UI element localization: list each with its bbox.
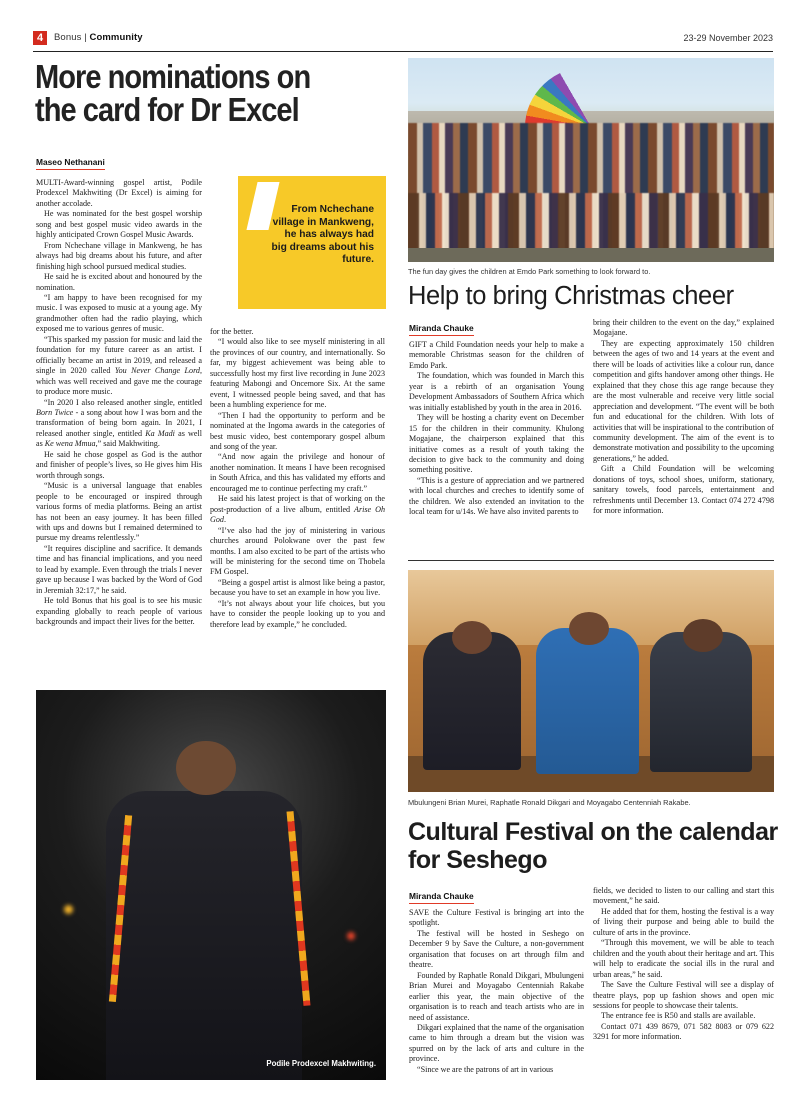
paragraph: fields, we decided to listen to our calling and start this movement,” he said. — [593, 886, 774, 906]
paragraph: SAVE the Culture Festival is bringing art into the spotlight. — [409, 908, 584, 928]
photo3-performer-body — [106, 791, 302, 1080]
paragraph: He told Bonus that his goal is to see his music expanding globally to reach people of various backgrounds and impact their lives for the better. — [36, 596, 202, 627]
paragraph: “Being a gospel artist is almost like being a pastor, because you have to set an example in how you live. — [210, 577, 385, 598]
paragraph: for the better. — [210, 327, 254, 336]
masthead — [33, 28, 773, 52]
paragraph: “This sparked my passion for music and laid the foundation for my future career as an artist. I officially became an artist in 2019, and released a single in 2020 called You Never Change Lord, which was well received and gave me the courage to produce more music. — [36, 334, 203, 397]
paragraph: “And now again the privilege and honour of another nomination. It means I have been recognised in South Africa, and this has validated my efforts and encouraged me to continue perfecting my craft.” — [210, 452, 385, 493]
article3-column-2 — [593, 886, 774, 1043]
article3-headline: Cultural Festival on the calendar for Seshego — [408, 818, 778, 874]
article3-byline: Miranda Chauke — [409, 891, 474, 904]
photo2-person-right-head — [683, 619, 723, 652]
paragraph: bring their children to the event on the day,” explained Mogajane. — [593, 318, 774, 338]
article1-column-2 — [210, 327, 385, 630]
section-divider-rule — [408, 560, 774, 561]
issue-date: 23-29 November 2023 — [683, 32, 773, 43]
paragraph: The foundation, which was founded in March this year is a rebirth of an organisation Young Development Ambassadors of Southern Africa which was initially established by youth in the area in 2016. — [409, 371, 584, 412]
paragraph: He was nominated for the best gospel worship song and best gospel music video awards in the highly anticipated Crown Gospel Music Awards. — [36, 209, 202, 240]
masthead-left — [33, 31, 143, 45]
photo-emdo-park-funday — [408, 58, 774, 262]
photo3-stage-light-left — [64, 905, 73, 914]
paragraph: They will be hosting a charity event on December 15 for the children in their community. Khulong Mogajane, the chairperson explained that this initiative comes as a result of youth taking the decision to give back to the community and doing something positive. — [409, 413, 584, 475]
photo1-ground — [408, 248, 774, 262]
article1-byline-wrap — [36, 152, 105, 177]
photo3-caption: Podile Prodexcel Makhwiting. — [266, 1059, 376, 1068]
paragraph: “It’s not always about your life choices, but you have to consider the people looking up to you and therefore lead by example,” he concluded. — [210, 598, 385, 629]
paragraph: “Since we are the patrons of art in various — [417, 1064, 554, 1074]
paragraph: Founded by Raphatle Ronald Dikgari, Mbulungeni Brian Murei and Moyagabo Centenniah Rakabe earlier this year, the main objective of the organisation is to reach and teach artists who are in need of assistance. — [409, 970, 584, 1022]
paragraph: MULTI-Award-winning gospel artist, Podile Prodexcel Makhwiting (Dr Excel) is aiming for another accolade. — [36, 178, 202, 208]
paragraph: “It requires discipline and sacrifice. It demands time and has financial implications, and you need to lead by example. Even through the trials I never gave up because I was backed by the Word of God in Jeremiah 32:17,” he said. — [36, 543, 202, 595]
paragraph: GIFT a Child Foundation needs your help to make a memorable Christmas season for the children of Emdo Park. — [409, 340, 584, 370]
photo3-performer-head — [176, 741, 236, 796]
section-name: Community — [89, 32, 143, 43]
photo-dr-excel-performing — [36, 690, 386, 1080]
article1-headline: More nominations on the card for Dr Excel — [35, 58, 311, 128]
article2-column-1 — [409, 340, 584, 518]
paragraph: “This is a gesture of appreciation and we partnered with local churches and creches to identify some of the children. We also extended an invitation to the local team for u/14s. We have also invited parents to — [409, 475, 584, 517]
paragraph: “Then I had the opportunity to perform and be nominated at the Ingoma awards in the categories of best music video, best contemporary gospel album and song of the year. — [210, 410, 385, 451]
article1-pullquote — [238, 176, 386, 309]
publication-name: Bonus — [54, 32, 82, 43]
article2-headline: Help to bring Christmas cheer — [408, 282, 734, 310]
paragraph: He said he chose gospel as God is the author and finisher of people’s lives, so He gives him His worth through songs. — [36, 449, 202, 480]
article2-column-2 — [593, 318, 774, 517]
paragraph: “I’ve also had the joy of ministering in various churches around Polokwane over the past few months. I am also excited to be part of the artists who will be ministering for the second time on Thobela FM Gospel. — [210, 525, 385, 577]
paragraph: “I would also like to see myself ministering in all the provinces of our country, and internationally. So far, my biggest achievement was being able to successfully host my first live recording in June 2023 featuring Mabongi and Oncemore Six. At the same event, I witnessed people being saved, and that has been a humbling experience for me. — [210, 337, 385, 410]
photo3-stage-light-right — [347, 932, 355, 940]
paragraph: They are expecting approximately 150 children between the ages of two and 14 years at the event and there will be loads of activities like a colour run, dance competition and gifts handover among other things. He explained that they chose this age range because they are the most vulnerable and receive very little social appreciation and development. “The event will be both fun and educational for the children. With lots of activities that will be inspirational to the contribution of community development. The aim of the event is to demonstrate motivation and possibility to the upcoming generations,” he added. — [593, 338, 774, 463]
paragraph: The festival will be hosted in Seshego on December 9 by Save the Culture, a non-government organisation that focuses on art through film and theatre. — [409, 928, 584, 970]
paragraph: The entrance fee is R50 and stalls are available. — [601, 1011, 756, 1021]
paragraph: “I am happy to have been recognised for my music. I was exposed to music at a young age. My grandmother often had the radio playing, which exposed me to various genres of music. — [36, 292, 202, 334]
photo-save-the-culture-founders — [408, 570, 774, 792]
masthead-separator: | — [84, 32, 87, 43]
article1-byline: Maseo Nethanani — [36, 157, 105, 170]
paragraph: From Nchechane village in Mankweng, he has always had big dreams about his future, and after finishing high school pursued medical studies. — [36, 240, 202, 271]
paragraph: He said his latest project is that of working on the post-production of a live album, entitled Arise Oh God. — [210, 494, 385, 525]
paragraph: The Save the Culture Festival will see a display of theatre plays, pop up fashion shows and open mic sessions for people to showcase their talents. — [593, 980, 774, 1010]
masthead-section-label — [54, 32, 143, 43]
photo1-caption: The fun day gives the children at Emdo Park something to look forward to. — [408, 267, 651, 276]
photo2-person-centre-body — [536, 628, 638, 775]
article2-byline: Miranda Chauke — [409, 323, 474, 336]
paragraph: Gift a Child Foundation will be welcoming donations of toys, school shoes, uniform, stationary, sanitary towels, food parcels, entertainment and refreshments until December 13. Contact 074 272 4798 for more information. — [593, 464, 774, 516]
paragraph: Contact 071 439 8679, 071 582 8083 or 079 622 3291 for more information. — [593, 1021, 774, 1042]
paragraph: Dikgari explained that the name of the organisation came to him through a dream but the vision was spurred on by the lack of arts and culture in the province. — [409, 1022, 584, 1064]
article1-pullquote-text: From Nchechane village in Mankweng, he has always had big dreams about his future. — [271, 204, 374, 266]
article3-column-1 — [409, 908, 584, 1075]
photo2-caption: Mbulungeni Brian Murei, Raphatle Ronald Dikgari and Moyagabo Centenniah Rakabe. — [408, 798, 691, 807]
article1-column-1 — [36, 178, 202, 627]
paragraph: “Through this movement, we will be able to teach children and the youth about their heritage and art. This will help to eradicate the social ills in the rural and urban areas,” he said. — [593, 938, 774, 979]
paragraph: “In 2020 I also released another single, entitled Born Twice - a song about how I was born and the transformation of being born again. In 2021, I released another single, entitled Ka Madi as well as Ke wena Mmua,” said Makhwiting. — [36, 397, 202, 449]
photo2-person-right-body — [650, 632, 752, 772]
paragraph: He added that for them, hosting the festival is a way of living their purpose and being able to build the culture of arts in the province. — [593, 906, 774, 937]
paragraph: He said he is excited about and honoured by the nomination. — [36, 272, 202, 292]
paragraph: “Music is a universal language that enables people to be encouraged or inspired through various forms of media platforms. Being an artist has not been an easy journey. It has been filled with ups and downs but I remained determined to pursue my dreams relentlessly.” — [36, 481, 202, 543]
page-number-badge: 4 — [33, 31, 47, 45]
